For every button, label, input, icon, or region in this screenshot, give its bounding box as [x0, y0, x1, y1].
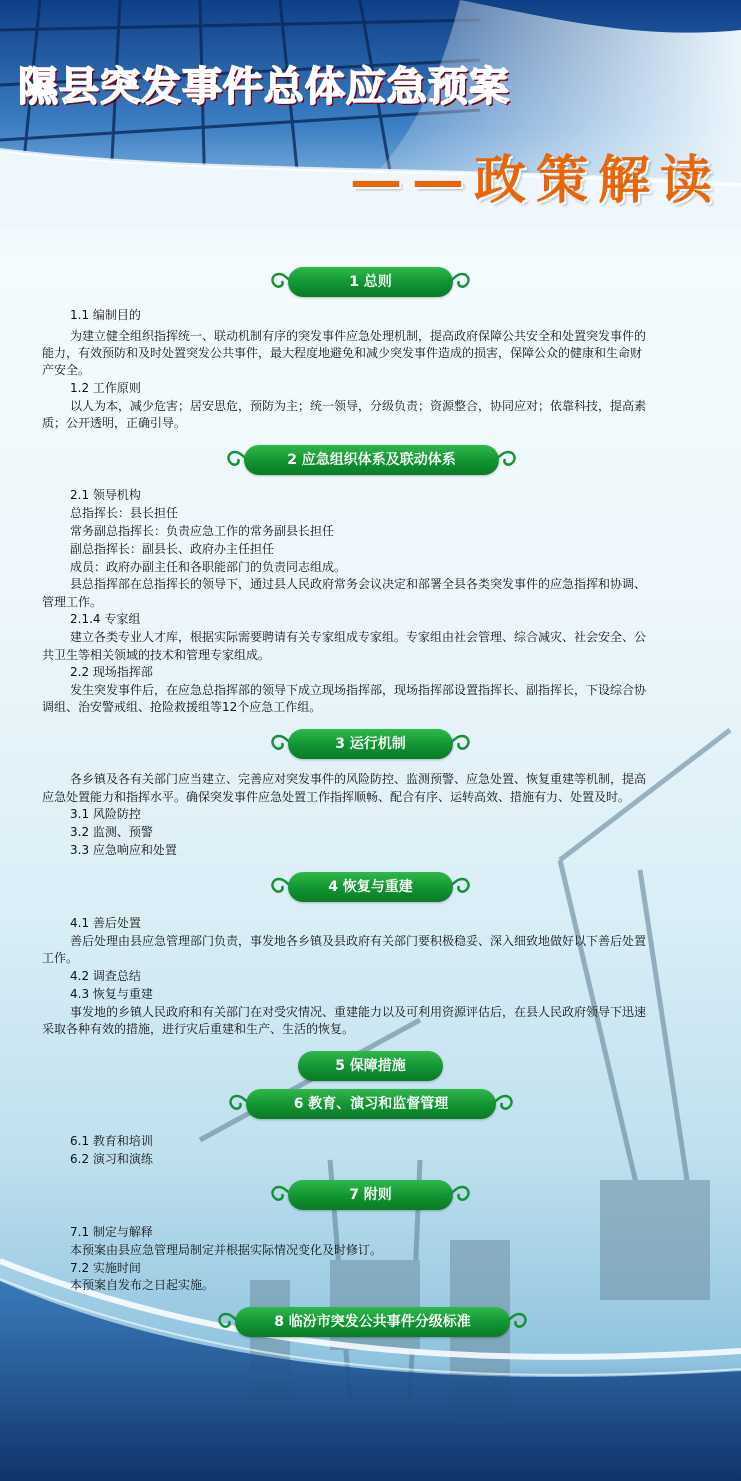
body-text: 为建立健全组织指挥统一、联动机制有序的突发事件应急处理机制，提高政府保障公共安全和处置突发事件的	[70, 329, 647, 343]
body-text: 副总指挥长：副县长、政府办主任担任	[70, 542, 275, 556]
body-text: 成员：政府办副主任和各职能部门的负责同志组成。	[70, 560, 347, 574]
body-text: 县总指挥部在总指挥长的领导下，通过县人民政府常务会议决定和部署全县各类突发事件的应急指挥和协调、	[70, 577, 647, 591]
body-text: 7.1 制定与解释	[70, 1225, 153, 1239]
body-text: 管理工作。	[42, 595, 103, 609]
body-text: 应急处置能力和指挥水平。确保突发事件应急处置工作指挥顺畅、配合有序、运转高效、措施有力、处置及时。	[42, 790, 631, 804]
body-text: 本预案由县应急管理局制定并根据实际情况变化及时修订。	[70, 1243, 383, 1257]
body-text: 3.1 风险防控	[70, 807, 141, 821]
body-text: 2.2 现场指挥部	[70, 665, 153, 679]
scroll-ornament-icon	[489, 443, 525, 477]
section-header-6	[0, 1087, 741, 1121]
body-text: 各乡镇及各有关部门应当建立、完善应对突发事件的风险防控、监测预警、应急处置、恢复重建等机制，提高	[70, 772, 647, 786]
poster-title: 隰县突发事件总体应急预案	[18, 64, 510, 110]
body-text: 1.2 工作原则	[70, 381, 141, 395]
body-text: 6.2 演习和演练	[70, 1152, 153, 1166]
body-text: 总指挥长：县长担任	[70, 506, 179, 520]
scroll-ornament-icon	[443, 727, 479, 761]
body-text: 7.2 实施时间	[70, 1261, 141, 1275]
body-text: 本预案自发布之日起实施。	[70, 1278, 215, 1292]
section-header-2	[0, 443, 741, 477]
body-text: 6.1 教育和培训	[70, 1134, 153, 1148]
scroll-ornament-icon	[486, 1087, 522, 1121]
scroll-ornament-icon	[443, 1178, 479, 1212]
body-text: 能力，有效预防和及时处置突发公共事件，最大程度地避免和减少突发事件造成的损害，保障公众的健康和生命财	[42, 346, 643, 360]
section-title: 6 教育、演习和监督管理	[293, 1096, 449, 1112]
body-text: 1.1 编制目的	[70, 308, 141, 322]
body-text: 2.1 领导机构	[70, 488, 141, 502]
section-header-3	[0, 727, 741, 761]
body-text: 事发地的乡镇人民政府和有关部门在对受灾情况、重建能力以及可利用资源评估后，在县人民政府领导下迅速	[70, 1005, 647, 1019]
body-text: 4.2 调查总结	[70, 969, 141, 983]
body-text: 3.3 应急响应和处置	[70, 843, 177, 857]
section-title: 2 应急组织体系及联动体系	[287, 452, 456, 468]
section-title: 8 临汾市突发公共事件分级标准	[274, 1314, 471, 1330]
body-text: 产安全。	[42, 363, 91, 377]
body-text: 质；公开透明，正确引导。	[42, 416, 187, 430]
body-text: 3.2 监测、预警	[70, 825, 153, 839]
body-text: 善后处理由县应急管理部门负责，事发地各乡镇及县政府有关部门要积极稳妥、深入细致地做好以下善后处置	[70, 934, 647, 948]
body-text: 采取各种有效的措施，进行灾后重建和生产、生活的恢复。	[42, 1022, 355, 1036]
body-text: 共卫生等相关领域的技术和管理专家组成。	[42, 648, 271, 662]
section-title: 1 总则	[349, 274, 392, 290]
body-text: 4.3 恢复与重建	[70, 987, 153, 1001]
poster-subtitle: ——政策解读	[350, 150, 723, 211]
body-text: 工作。	[42, 951, 79, 965]
section-header-7	[0, 1178, 741, 1212]
body-text: 发生突发事件后，在应急总指挥部的领导下成立现场指挥部，现场指挥部设置指挥长、副指挥长，下设综合协	[70, 683, 647, 697]
scroll-ornament-icon	[500, 1305, 536, 1339]
body-text: 以人为本，减少危害；居安思危，预防为主；统一领导，分级负责；资源整合，协同应对；依靠科技，提高素	[70, 399, 647, 413]
body-text: 2.1.4 专家组	[70, 612, 141, 626]
section-header-8	[0, 1305, 741, 1339]
scroll-ornament-icon	[443, 265, 479, 299]
body-text: 调组、治安警戒组、抢险救援组等12个应急工作组。	[42, 700, 322, 714]
section-header-5	[0, 1049, 741, 1083]
section-title: 7 附则	[349, 1187, 392, 1203]
section-header-1	[0, 265, 741, 299]
body-text: 常务副总指挥长：负责应急工作的常务副县长担任	[70, 524, 335, 538]
section-title: 5 保障措施	[335, 1058, 406, 1074]
section-title: 4 恢复与重建	[328, 879, 413, 895]
body-text: 4.1 善后处置	[70, 916, 141, 930]
section-title: 3 运行机制	[335, 736, 406, 752]
scroll-ornament-icon	[443, 870, 479, 904]
body-text: 建立各类专业人才库，根据实际需要聘请有关专家组成专家组。专家组由社会管理、综合减灾、社会安全、公	[70, 630, 647, 644]
section-header-4	[0, 870, 741, 904]
